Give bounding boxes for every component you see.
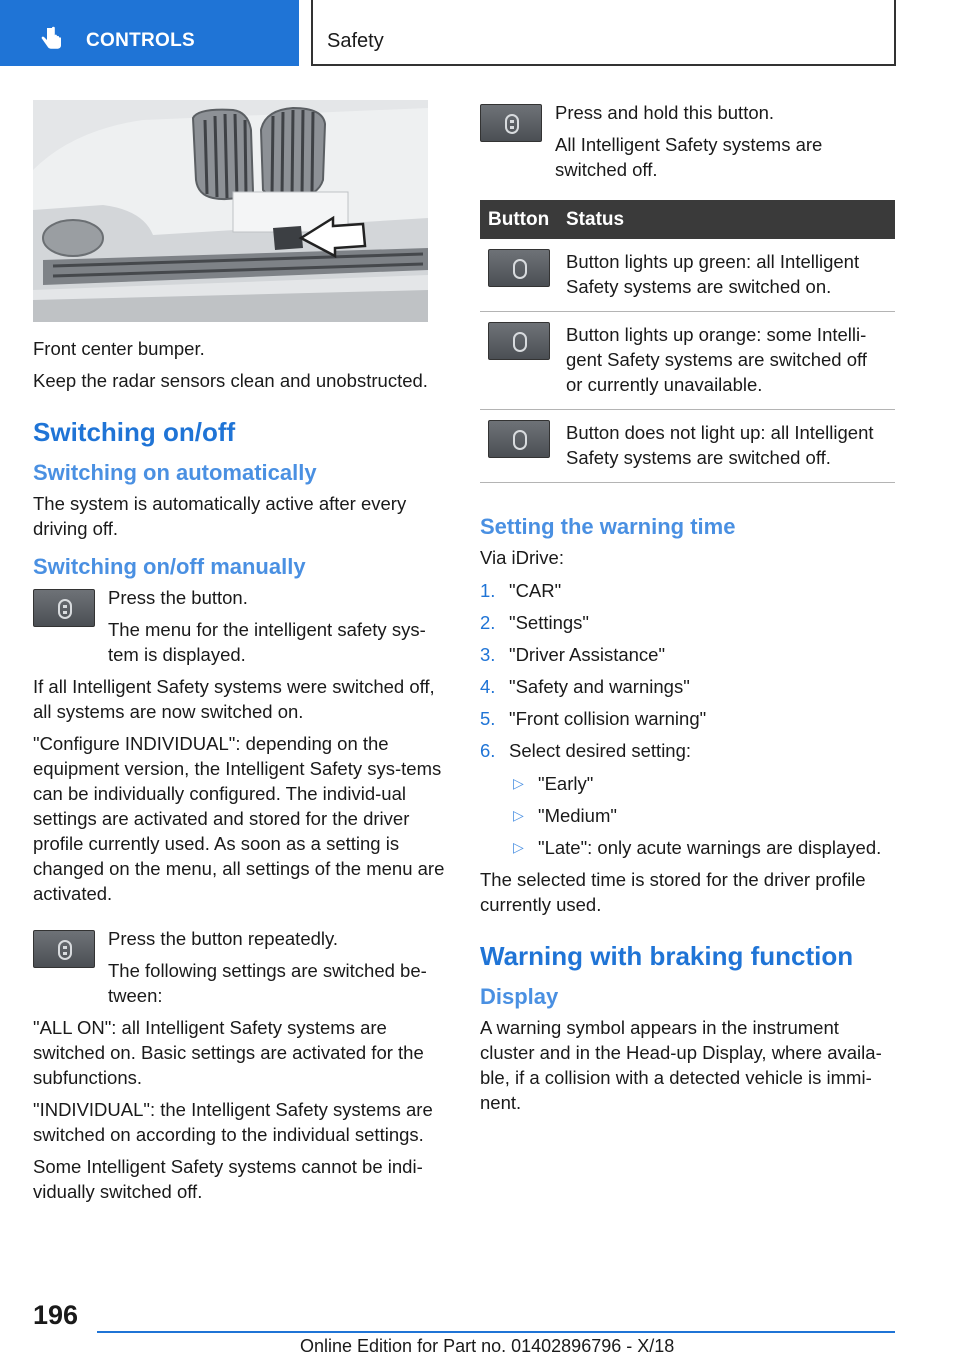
text-press-repeatedly: Press the button repeatedly. <box>108 928 339 949</box>
list-item: 4. "Safety and warnings" <box>480 676 690 697</box>
caption-keep-clean: Keep the radar sensors clean and unobstructed. <box>33 370 428 391</box>
heading-switching-on-automatically: Switching on automatically <box>33 460 317 485</box>
list-item: 6. Select desired setting: ▷ "Early" ▷ "Medium" ▷ "Late": only acute warnings are displayed. <box>480 738 894 860</box>
text-some-systems: Some Intelligent Safety systems cannot be indi‐vidually switched off. <box>33 1156 423 1202</box>
heading-setting-warning-time: Setting the warning time <box>480 514 736 539</box>
triangle-bullet-icon: ▷ <box>513 839 524 855</box>
page-number: 196 <box>33 1300 79 1330</box>
safety-button-icon <box>33 589 95 627</box>
text-press-button: Press the button. <box>108 587 248 608</box>
footer-divider <box>97 1331 895 1333</box>
heading-switching-on-off: Switching on/off <box>33 417 236 447</box>
list-item: ▷ "Medium" <box>513 805 617 826</box>
triangle-bullet-icon: ▷ <box>513 775 524 791</box>
list-item: 1. "CAR" <box>480 580 562 601</box>
press-hold-block <box>480 100 894 182</box>
section-label: Safety <box>327 30 384 52</box>
column-header-status: Status <box>558 200 895 239</box>
safety-button-icon <box>33 930 95 968</box>
text-display: A warning symbol appears in the instrument cluster and in the Head-up Display, where availa‐ble, if a collision with a detected vehicle is immi‐nent. <box>480 1017 882 1113</box>
text-all-on: "ALL ON": all Intelligent Safety systems are switched on. Basic settings are activated for the subfunctions. <box>33 1017 424 1088</box>
car-front-illustration <box>33 100 428 322</box>
button-unlit-icon <box>488 420 550 458</box>
left-column <box>33 100 447 1211</box>
caption-front-bumper: Front center bumper. <box>33 338 205 359</box>
text-via-idrive: Via iDrive: <box>480 547 564 568</box>
right-column <box>480 100 894 1122</box>
status-orange-text: Button lights up orange: some Intelli‐gent Safety systems are switched off or currently unavailable. <box>558 312 895 410</box>
heading-warning-braking: Warning with braking function <box>480 941 854 971</box>
safety-button-icon <box>480 104 542 142</box>
text-all-off: If all Intelligent Safety systems were switched off, all systems are now switched on. <box>33 676 435 722</box>
table-row <box>480 410 895 483</box>
controls-tab[interactable] <box>0 0 299 66</box>
list-item: 3. "Driver Assistance" <box>480 644 666 665</box>
button-green-icon <box>488 249 550 287</box>
list-item: ▷ "Late": only acute warnings are displayed. <box>513 837 882 858</box>
column-header-button: Button <box>480 200 558 239</box>
status-unlit-text: Button does not light up: all Intelligent Safety systems are switched off. <box>558 410 895 483</box>
text-individual: "INDIVIDUAL": the Intelligent Safety systems are switched on according to the individual settings. <box>33 1099 433 1145</box>
list-item: 2. "Settings" <box>480 612 589 633</box>
text-settings-switched: The following settings are switched be‐tween: <box>108 960 427 1006</box>
list-item: ▷ "Early" <box>513 773 594 794</box>
list-item: 5. "Front collision warning" <box>480 708 707 729</box>
text-auto-active: The system is automatically active after every driving off. <box>33 493 407 539</box>
hand-pointer-icon <box>40 26 64 52</box>
heading-switching-manually: Switching on/off manually <box>33 554 306 579</box>
page-header <box>0 0 960 66</box>
setting-options <box>509 771 894 860</box>
tab-label: CONTROLS <box>86 30 196 51</box>
text-menu-displayed: The menu for the intelligent safety sys‐tem is displayed. <box>108 619 426 665</box>
button-status-table <box>480 200 895 483</box>
text-time-stored: The selected time is stored for the driver profile currently used. <box>480 869 866 915</box>
press-button-block <box>33 585 447 667</box>
front-bumper-image <box>33 100 428 322</box>
footer-edition: Online Edition for Part no. 01402896796 - X/18 <box>300 1336 675 1356</box>
table-row <box>480 239 895 312</box>
status-green-text: Button lights up green: all Intelligent Safety systems are switched on. <box>558 239 895 312</box>
text-configure-individual: "Configure INDIVIDUAL": depending on the equipment version, the Intelligent Safety sys‐tems can be individually configured. The individ‐ual settings are activated and stored for the driver profile currently used. As soon as a setting is changed on the menu, all settings of the menu are activated. <box>33 733 445 904</box>
table-row <box>480 312 895 410</box>
text-all-switched-off: All Intelligent Safety systems are switched off. <box>555 134 823 180</box>
section-heading <box>311 0 896 66</box>
press-repeatedly-block <box>33 926 447 1008</box>
heading-display: Display <box>480 984 559 1009</box>
steps-list <box>480 578 894 860</box>
text-press-hold: Press and hold this button. <box>555 102 775 123</box>
button-orange-icon <box>488 322 550 360</box>
triangle-bullet-icon: ▷ <box>513 807 524 823</box>
